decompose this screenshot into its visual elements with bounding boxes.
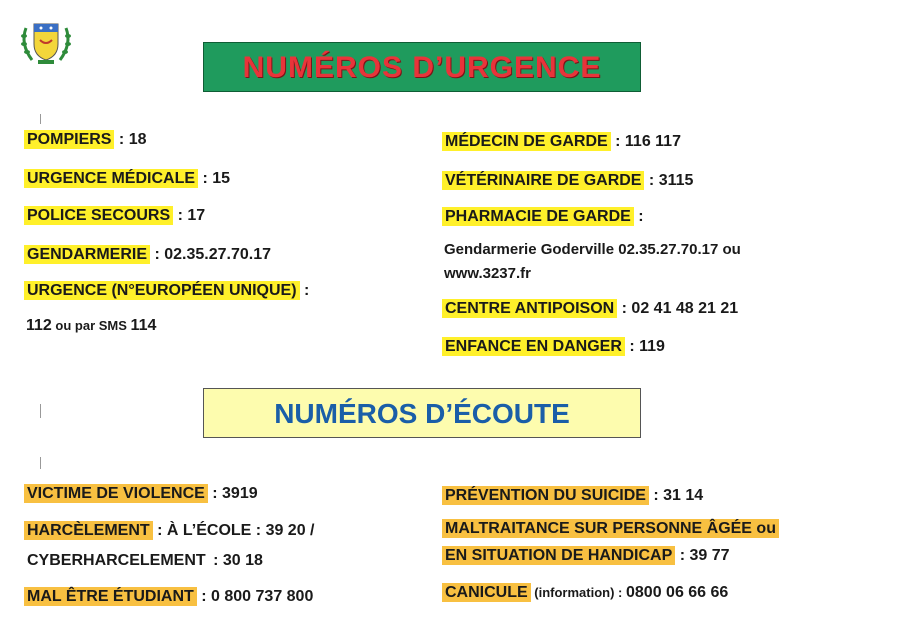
coat-of-arms-logo (18, 16, 74, 66)
prevention-suicide-label: PRÉVENTION DU SUICIDE (442, 486, 649, 505)
antipoison-number: 02 41 48 21 21 (631, 300, 739, 317)
separator: : (114, 131, 129, 148)
sms-text: ou par SMS (51, 318, 131, 333)
urgence-medicale-line (24, 170, 230, 188)
handicap-line (442, 547, 730, 565)
separator: : (207, 485, 223, 502)
separator: : (633, 208, 644, 225)
pharmacie-info-line2: www.3237.fr (444, 265, 531, 282)
victime-violence-number: 3919 (222, 485, 258, 502)
harcelement-number: 39 20 / (265, 522, 315, 539)
canicule-number: 0800 06 66 66 (626, 584, 729, 601)
maltraitance-label: MALTRAITANCE SUR PERSONNE ÂGÉE ou (442, 519, 779, 538)
separator: : (644, 172, 659, 189)
harcelement-line (24, 522, 315, 540)
separator: : (198, 170, 213, 187)
canicule-line (442, 584, 728, 602)
harcelement-label: HARCÈLEMENT (24, 521, 153, 540)
gendarmerie-number: 02.35.27.70.17 (164, 246, 271, 263)
separator: : (610, 133, 625, 150)
antipoison-line (442, 300, 738, 318)
maltraitance-line (442, 520, 779, 538)
veterinaire-number: 3115 (658, 172, 694, 189)
europe-number-line (26, 317, 156, 335)
pharmacie-label: PHARMACIE DE GARDE (442, 207, 634, 226)
separator: : (150, 246, 165, 263)
sms-number: 114 (130, 317, 157, 334)
prevention-suicide-number: 31 14 (663, 487, 704, 504)
gendarmerie-label: GENDARMERIE (24, 245, 150, 264)
urgence-europeen-line (24, 282, 309, 300)
victime-violence-label: VICTIME DE VIOLENCE (24, 484, 208, 503)
separator: : (173, 207, 188, 224)
margin-mark (40, 404, 41, 418)
separator: : (624, 338, 640, 355)
separator: : À L’ÉCOLE : (152, 522, 266, 539)
medecin-garde-number: 116 117 (624, 133, 681, 150)
prevention-suicide-line (442, 487, 703, 505)
separator: : (617, 300, 632, 317)
mal-etre-label: MAL ÊTRE ÉTUDIANT (24, 587, 197, 606)
separator: : (675, 547, 690, 564)
urgence-title-banner: NUMÉROS D’URGENCE (203, 42, 641, 92)
medecin-garde-label: MÉDECIN DE GARDE (442, 132, 611, 151)
separator: : (299, 282, 310, 299)
cyberharcelement-number: 30 18 (222, 552, 263, 569)
mal-etre-number: 0 800 737 800 (211, 588, 314, 605)
canicule-label: CANICULE (442, 583, 531, 602)
cyberharcelement-line (24, 552, 263, 570)
separator: : (648, 487, 664, 504)
antipoison-label: CENTRE ANTIPOISON (442, 299, 617, 318)
police-secours-number: 17 (187, 207, 206, 224)
separator: : (208, 552, 223, 569)
enfance-danger-number: 119 (639, 338, 665, 355)
enfance-danger-label: ENFANCE EN DANGER (442, 337, 625, 356)
handicap-label: EN SITUATION DE HANDICAP (442, 546, 675, 565)
margin-mark (40, 114, 41, 124)
pompiers-line (24, 131, 146, 149)
pompiers-number: 18 (128, 131, 147, 148)
enfance-danger-line (442, 338, 665, 356)
urgence-europeen-label: URGENCE (N°EUROPÉEN UNIQUE) (24, 281, 300, 300)
gendarmerie-line (24, 246, 271, 264)
police-secours-line (24, 207, 205, 225)
margin-mark (40, 457, 41, 469)
cyberharcelement-label: CYBERHARCELEMENT (27, 552, 206, 569)
separator: : (196, 588, 212, 605)
urgence-medicale-number: 15 (212, 170, 231, 187)
ecoute-title-banner: NUMÉROS D’ÉCOUTE (203, 388, 641, 438)
veterinaire-label: VÉTÉRINAIRE DE GARDE (442, 171, 644, 190)
urgence-medicale-label: URGENCE MÉDICALE (24, 169, 198, 188)
pharmacie-line (442, 208, 644, 226)
medecin-garde-line (442, 133, 681, 151)
europe-number: 112 (26, 317, 52, 334)
victime-violence-line (24, 485, 258, 503)
mal-etre-line (24, 588, 313, 606)
veterinaire-line (442, 172, 693, 190)
canicule-info: (information) : (530, 585, 626, 600)
pompiers-label: POMPIERS (24, 130, 114, 149)
police-secours-label: POLICE SECOURS (24, 206, 173, 225)
pharmacie-info-line1: Gendarmerie Goderville 02.35.27.70.17 ou (444, 241, 741, 258)
handicap-number: 39 77 (689, 547, 730, 564)
